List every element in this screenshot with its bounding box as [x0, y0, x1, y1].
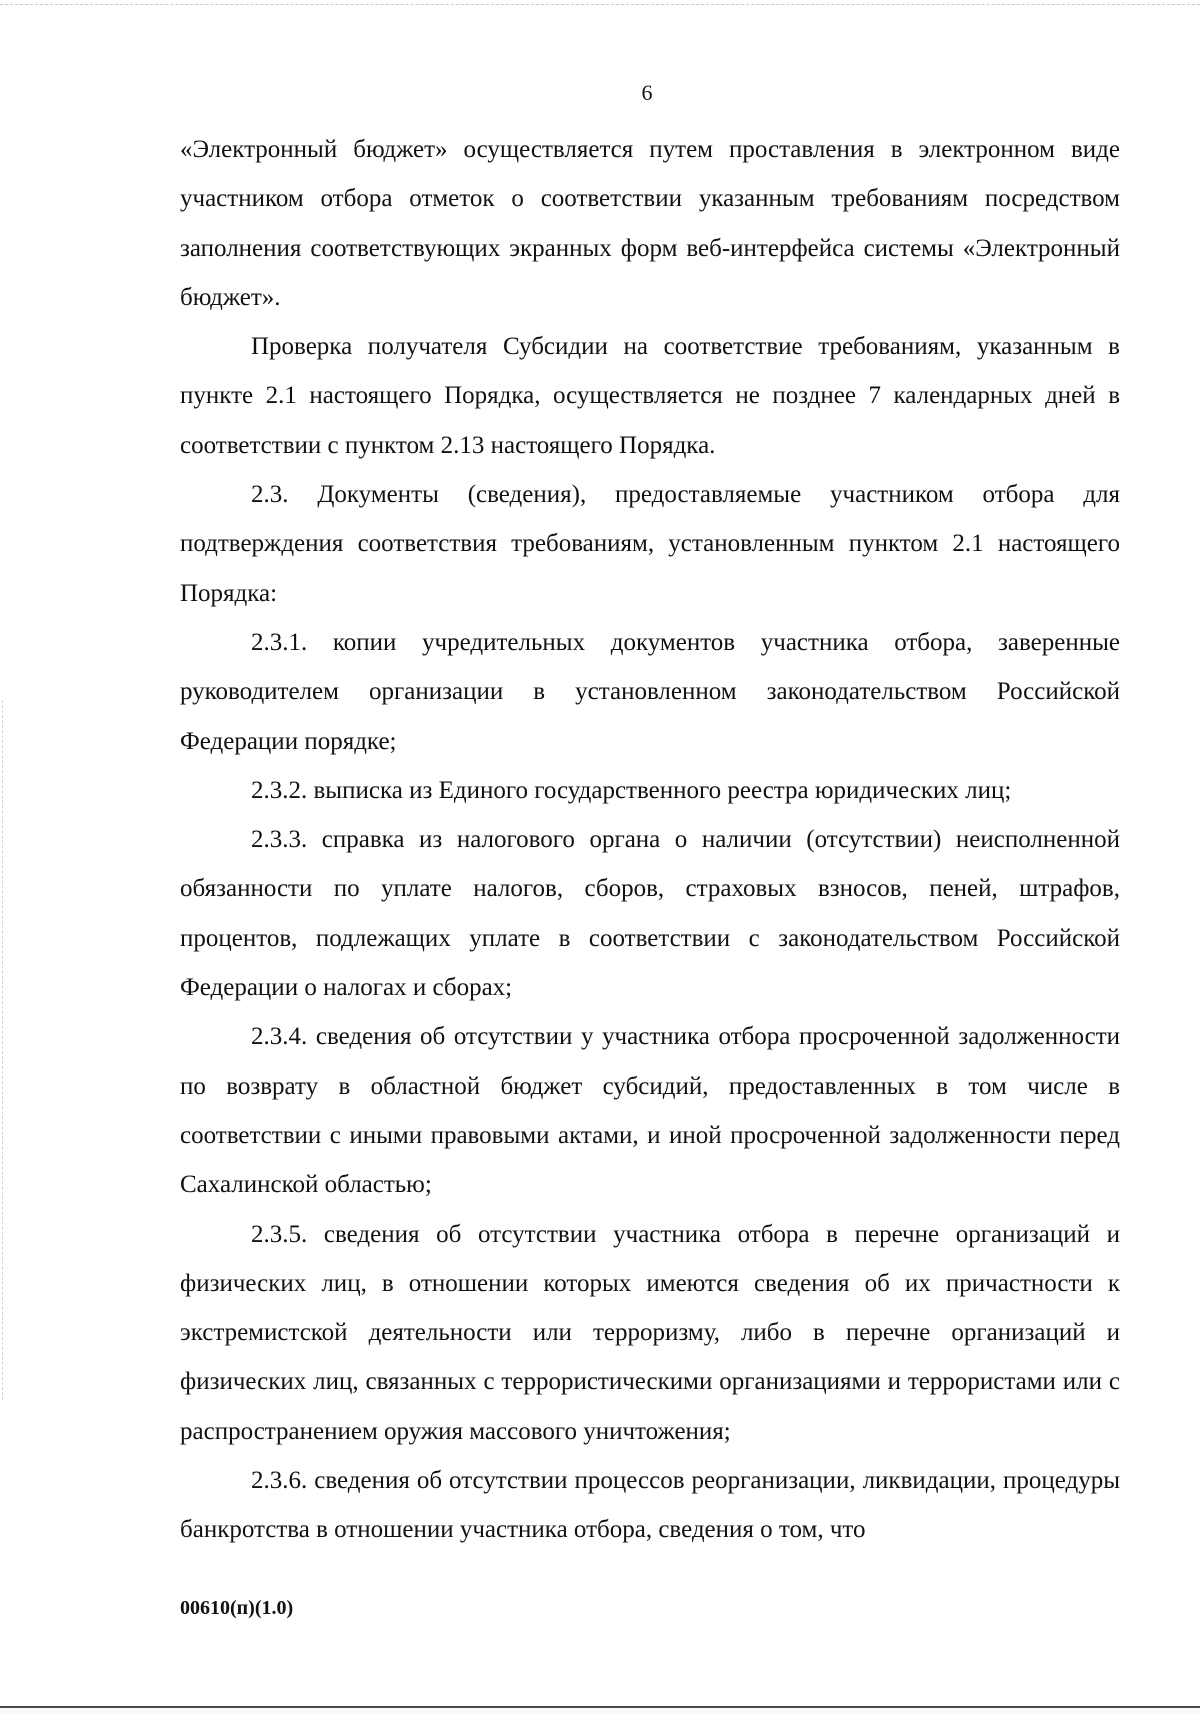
paragraph-2-3-6: 2.3.6. сведения об отсутствии процессов реорганизации, ликвидации, процедуры банкротства в отношении участника отбора, сведения о том, что	[180, 1467, 1120, 1544]
paragraph-2-3-3: 2.3.3. справка из налогового органа о наличии (отсутствии) неисполненной обязанности по уплате налогов, сборов, страховых взносов, пеней, штрафов, процентов, подлежащих уплате в соответствии с законодательством Российской Федерации о налогах и сборах;	[180, 826, 1120, 1002]
paragraph-verification: Проверка получателя Субсидии на соответствие требованиям, указанным в пункте 2.1 настоящего Порядка, осуществляется не позднее 7 календарных дней в соответствии с пунктом 2.13 настоящего Порядка.	[180, 333, 1120, 459]
paragraph-2-3-5: 2.3.5. сведения об отсутствии участника отбора в перечне организаций и физических лиц, в отношении которых имеются сведения об их причастности к экстремистской деятельности или терроризму, либо в перечне организаций и физических лиц, связанных с террористическими организациями и террористами или с распространением оружия массового уничтожения;	[180, 1220, 1120, 1445]
paragraph-2-3: 2.3. Документы (сведения), предоставляемые участником отбора для подтверждения соответствия требованиям, установленным пунктом 2.1 настоящего Порядка:	[180, 481, 1120, 607]
scan-edge-bottom	[0, 1706, 1200, 1714]
paragraph-2-3-1: 2.3.1. копии учредительных документов участника отбора, заверенные руководителем организации в установленном законодательством Российской Федерации порядке;	[180, 628, 1120, 755]
scan-edge-left	[2, 700, 3, 1400]
page-number: 6	[641, 80, 653, 105]
paragraph-2-3-4: 2.3.4. сведения об отсутствии у участника отбора просроченной задолженности по возврату в областной бюджет субсидий, предоставленных в том числе в соответствии с иными правовыми актами, и иной просроченной задолженности перед Сахалинской областью;	[180, 1023, 1120, 1199]
paragraph-continuation: «Электронный бюджет» осуществляется путем проставления в электронном виде участником отбора отметок о соответствии указанным требованиям посредством заполнения соответствующих экранных форм веб-интерфейса системы «Электронный бюджет».	[180, 136, 1120, 311]
paragraph-2-3-2: 2.3.2. выписка из Единого государственного реестра юридических лиц;	[251, 776, 1012, 804]
scan-edge-top	[0, 4, 1200, 5]
form-code: 00610(п)(1.0)	[180, 1597, 294, 1619]
document-body	[180, 125, 1120, 1555]
